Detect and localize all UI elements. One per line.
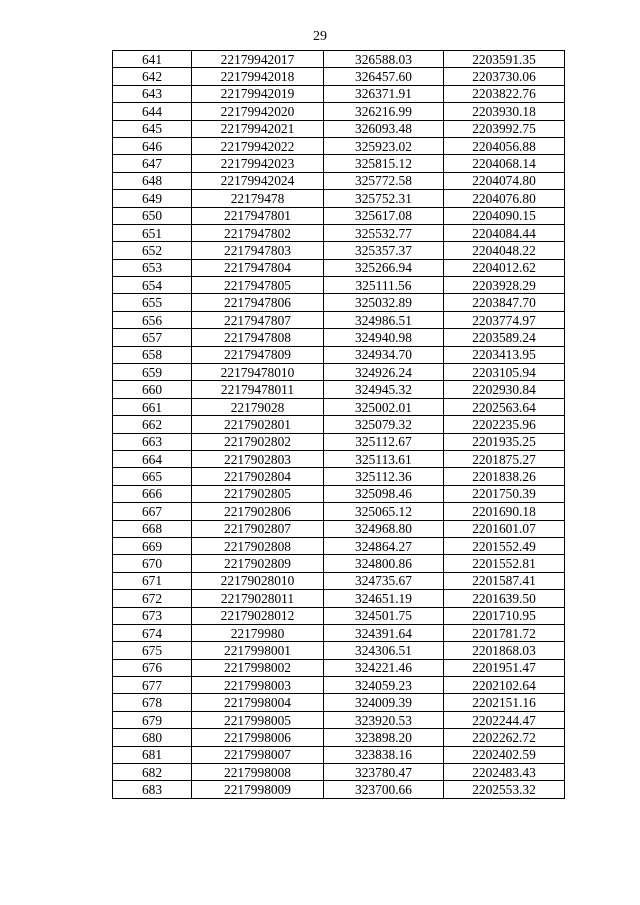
point-id-cell: 22179028011 bbox=[192, 590, 324, 607]
point-number-cell: 649 bbox=[113, 190, 192, 207]
point-id-cell: 2217998002 bbox=[192, 659, 324, 676]
table-row bbox=[113, 729, 565, 746]
point-id-cell: 2217902807 bbox=[192, 520, 324, 537]
x-coordinate-cell: 326216.99 bbox=[324, 103, 444, 120]
point-number-cell: 664 bbox=[113, 450, 192, 467]
point-id-cell: 2217947803 bbox=[192, 242, 324, 259]
y-coordinate-cell: 2202930.84 bbox=[444, 381, 565, 398]
table-row bbox=[113, 381, 565, 398]
point-number-cell: 680 bbox=[113, 729, 192, 746]
y-coordinate-cell: 2202402.59 bbox=[444, 746, 565, 763]
x-coordinate-cell: 323700.66 bbox=[324, 781, 444, 798]
y-coordinate-cell: 2203589.24 bbox=[444, 329, 565, 346]
point-number-cell: 663 bbox=[113, 433, 192, 450]
point-id-cell: 22179942022 bbox=[192, 137, 324, 154]
x-coordinate-cell: 324306.51 bbox=[324, 642, 444, 659]
x-coordinate-cell: 324934.70 bbox=[324, 346, 444, 363]
y-coordinate-cell: 2204090.15 bbox=[444, 207, 565, 224]
x-coordinate-cell: 325002.01 bbox=[324, 398, 444, 415]
point-number-cell: 653 bbox=[113, 259, 192, 276]
y-coordinate-cell: 2204048.22 bbox=[444, 242, 565, 259]
coordinates-table-body bbox=[113, 51, 565, 799]
table-row bbox=[113, 572, 565, 589]
x-coordinate-cell: 323838.16 bbox=[324, 746, 444, 763]
table-row bbox=[113, 659, 565, 676]
point-number-cell: 658 bbox=[113, 346, 192, 363]
point-id-cell: 2217902805 bbox=[192, 485, 324, 502]
point-number-cell: 647 bbox=[113, 155, 192, 172]
y-coordinate-cell: 2203591.35 bbox=[444, 51, 565, 68]
y-coordinate-cell: 2203992.75 bbox=[444, 120, 565, 137]
y-coordinate-cell: 2201935.25 bbox=[444, 433, 565, 450]
point-id-cell: 2217902804 bbox=[192, 468, 324, 485]
y-coordinate-cell: 2202483.43 bbox=[444, 764, 565, 781]
y-coordinate-cell: 2204074.80 bbox=[444, 172, 565, 189]
point-number-cell: 648 bbox=[113, 172, 192, 189]
point-id-cell: 2217998005 bbox=[192, 711, 324, 728]
table-row bbox=[113, 781, 565, 798]
point-number-cell: 682 bbox=[113, 764, 192, 781]
point-id-cell: 2217998009 bbox=[192, 781, 324, 798]
point-number-cell: 676 bbox=[113, 659, 192, 676]
x-coordinate-cell: 325065.12 bbox=[324, 503, 444, 520]
x-coordinate-cell: 325112.67 bbox=[324, 433, 444, 450]
x-coordinate-cell: 325923.02 bbox=[324, 137, 444, 154]
x-coordinate-cell: 323898.20 bbox=[324, 729, 444, 746]
table-row bbox=[113, 677, 565, 694]
point-id-cell: 22179942021 bbox=[192, 120, 324, 137]
x-coordinate-cell: 325098.46 bbox=[324, 485, 444, 502]
point-id-cell: 22179478010 bbox=[192, 364, 324, 381]
table-row bbox=[113, 51, 565, 68]
point-id-cell: 2217947801 bbox=[192, 207, 324, 224]
x-coordinate-cell: 324945.32 bbox=[324, 381, 444, 398]
table-row bbox=[113, 624, 565, 641]
point-number-cell: 646 bbox=[113, 137, 192, 154]
point-id-cell: 2217947802 bbox=[192, 224, 324, 241]
table-row bbox=[113, 503, 565, 520]
table-row bbox=[113, 120, 565, 137]
point-number-cell: 679 bbox=[113, 711, 192, 728]
point-id-cell: 22179478 bbox=[192, 190, 324, 207]
x-coordinate-cell: 324940.98 bbox=[324, 329, 444, 346]
x-coordinate-cell: 325752.31 bbox=[324, 190, 444, 207]
point-number-cell: 662 bbox=[113, 416, 192, 433]
x-coordinate-cell: 324986.51 bbox=[324, 311, 444, 328]
x-coordinate-cell: 324391.64 bbox=[324, 624, 444, 641]
table-row bbox=[113, 537, 565, 554]
x-coordinate-cell: 324651.19 bbox=[324, 590, 444, 607]
point-id-cell: 2217998003 bbox=[192, 677, 324, 694]
point-number-cell: 642 bbox=[113, 68, 192, 85]
y-coordinate-cell: 2201875.27 bbox=[444, 450, 565, 467]
table-row bbox=[113, 642, 565, 659]
table-row bbox=[113, 311, 565, 328]
point-number-cell: 671 bbox=[113, 572, 192, 589]
point-number-cell: 654 bbox=[113, 277, 192, 294]
point-id-cell: 2217947807 bbox=[192, 311, 324, 328]
x-coordinate-cell: 324926.24 bbox=[324, 364, 444, 381]
point-id-cell: 2217998007 bbox=[192, 746, 324, 763]
point-number-cell: 678 bbox=[113, 694, 192, 711]
x-coordinate-cell: 324221.46 bbox=[324, 659, 444, 676]
x-coordinate-cell: 324735.67 bbox=[324, 572, 444, 589]
point-id-cell: 22179942020 bbox=[192, 103, 324, 120]
x-coordinate-cell: 325357.37 bbox=[324, 242, 444, 259]
y-coordinate-cell: 2203730.06 bbox=[444, 68, 565, 85]
y-coordinate-cell: 2201587.41 bbox=[444, 572, 565, 589]
x-coordinate-cell: 325079.32 bbox=[324, 416, 444, 433]
point-id-cell: 22179942023 bbox=[192, 155, 324, 172]
point-number-cell: 652 bbox=[113, 242, 192, 259]
table-row bbox=[113, 607, 565, 624]
table-row bbox=[113, 416, 565, 433]
point-id-cell: 22179028 bbox=[192, 398, 324, 415]
x-coordinate-cell: 325617.08 bbox=[324, 207, 444, 224]
y-coordinate-cell: 2201951.47 bbox=[444, 659, 565, 676]
point-number-cell: 661 bbox=[113, 398, 192, 415]
table-row bbox=[113, 329, 565, 346]
x-coordinate-cell: 326457.60 bbox=[324, 68, 444, 85]
point-id-cell: 22179028010 bbox=[192, 572, 324, 589]
table-row bbox=[113, 242, 565, 259]
x-coordinate-cell: 325032.89 bbox=[324, 294, 444, 311]
point-number-cell: 683 bbox=[113, 781, 192, 798]
table-row bbox=[113, 711, 565, 728]
table-row bbox=[113, 137, 565, 154]
point-id-cell: 2217902802 bbox=[192, 433, 324, 450]
y-coordinate-cell: 2203930.18 bbox=[444, 103, 565, 120]
point-id-cell: 2217947805 bbox=[192, 277, 324, 294]
point-number-cell: 669 bbox=[113, 537, 192, 554]
table-row bbox=[113, 590, 565, 607]
point-number-cell: 681 bbox=[113, 746, 192, 763]
point-id-cell: 2217947806 bbox=[192, 294, 324, 311]
table-row bbox=[113, 450, 565, 467]
y-coordinate-cell: 2203847.70 bbox=[444, 294, 565, 311]
point-id-cell: 2217902809 bbox=[192, 555, 324, 572]
point-number-cell: 650 bbox=[113, 207, 192, 224]
y-coordinate-cell: 2203413.95 bbox=[444, 346, 565, 363]
table-row bbox=[113, 259, 565, 276]
point-id-cell: 2217902808 bbox=[192, 537, 324, 554]
table-row bbox=[113, 294, 565, 311]
table-row bbox=[113, 277, 565, 294]
table-row bbox=[113, 364, 565, 381]
table-row bbox=[113, 346, 565, 363]
x-coordinate-cell: 325266.94 bbox=[324, 259, 444, 276]
point-number-cell: 666 bbox=[113, 485, 192, 502]
table-row bbox=[113, 555, 565, 572]
x-coordinate-cell: 325111.56 bbox=[324, 277, 444, 294]
y-coordinate-cell: 2201750.39 bbox=[444, 485, 565, 502]
point-number-cell: 655 bbox=[113, 294, 192, 311]
table-row bbox=[113, 694, 565, 711]
y-coordinate-cell: 2201552.49 bbox=[444, 537, 565, 554]
point-id-cell: 22179478011 bbox=[192, 381, 324, 398]
x-coordinate-cell: 324968.80 bbox=[324, 520, 444, 537]
y-coordinate-cell: 2202235.96 bbox=[444, 416, 565, 433]
y-coordinate-cell: 2204056.88 bbox=[444, 137, 565, 154]
y-coordinate-cell: 2201781.72 bbox=[444, 624, 565, 641]
point-id-cell: 22179980 bbox=[192, 624, 324, 641]
point-number-cell: 665 bbox=[113, 468, 192, 485]
point-number-cell: 668 bbox=[113, 520, 192, 537]
point-number-cell: 674 bbox=[113, 624, 192, 641]
table-row bbox=[113, 485, 565, 502]
point-id-cell: 22179942024 bbox=[192, 172, 324, 189]
table-row bbox=[113, 224, 565, 241]
y-coordinate-cell: 2203928.29 bbox=[444, 277, 565, 294]
table-row bbox=[113, 68, 565, 85]
y-coordinate-cell: 2201552.81 bbox=[444, 555, 565, 572]
x-coordinate-cell: 325815.12 bbox=[324, 155, 444, 172]
table-row bbox=[113, 398, 565, 415]
table-row bbox=[113, 190, 565, 207]
table-row bbox=[113, 103, 565, 120]
x-coordinate-cell: 325113.61 bbox=[324, 450, 444, 467]
x-coordinate-cell: 324501.75 bbox=[324, 607, 444, 624]
point-id-cell: 2217998008 bbox=[192, 764, 324, 781]
x-coordinate-cell: 323920.53 bbox=[324, 711, 444, 728]
y-coordinate-cell: 2202262.72 bbox=[444, 729, 565, 746]
x-coordinate-cell: 324800.86 bbox=[324, 555, 444, 572]
point-number-cell: 660 bbox=[113, 381, 192, 398]
y-coordinate-cell: 2201601.07 bbox=[444, 520, 565, 537]
table-row bbox=[113, 85, 565, 102]
y-coordinate-cell: 2202244.47 bbox=[444, 711, 565, 728]
y-coordinate-cell: 2201639.50 bbox=[444, 590, 565, 607]
point-id-cell: 2217902801 bbox=[192, 416, 324, 433]
point-number-cell: 677 bbox=[113, 677, 192, 694]
x-coordinate-cell: 325772.58 bbox=[324, 172, 444, 189]
point-id-cell: 2217998001 bbox=[192, 642, 324, 659]
x-coordinate-cell: 324009.39 bbox=[324, 694, 444, 711]
table-row bbox=[113, 764, 565, 781]
table-row bbox=[113, 433, 565, 450]
point-number-cell: 645 bbox=[113, 120, 192, 137]
table-row bbox=[113, 172, 565, 189]
y-coordinate-cell: 2201838.26 bbox=[444, 468, 565, 485]
y-coordinate-cell: 2204068.14 bbox=[444, 155, 565, 172]
x-coordinate-cell: 323780.47 bbox=[324, 764, 444, 781]
point-id-cell: 22179942019 bbox=[192, 85, 324, 102]
point-id-cell: 2217947808 bbox=[192, 329, 324, 346]
x-coordinate-cell: 326588.03 bbox=[324, 51, 444, 68]
point-number-cell: 675 bbox=[113, 642, 192, 659]
point-number-cell: 641 bbox=[113, 51, 192, 68]
point-number-cell: 667 bbox=[113, 503, 192, 520]
x-coordinate-cell: 325112.36 bbox=[324, 468, 444, 485]
y-coordinate-cell: 2202563.64 bbox=[444, 398, 565, 415]
point-id-cell: 2217998006 bbox=[192, 729, 324, 746]
page-number: 29 bbox=[313, 29, 327, 44]
x-coordinate-cell: 324059.23 bbox=[324, 677, 444, 694]
y-coordinate-cell: 2203822.76 bbox=[444, 85, 565, 102]
x-coordinate-cell: 325532.77 bbox=[324, 224, 444, 241]
point-id-cell: 2217947804 bbox=[192, 259, 324, 276]
coordinates-table bbox=[112, 50, 565, 799]
point-id-cell: 2217947809 bbox=[192, 346, 324, 363]
point-id-cell: 22179942018 bbox=[192, 68, 324, 85]
point-number-cell: 659 bbox=[113, 364, 192, 381]
y-coordinate-cell: 2204084.44 bbox=[444, 224, 565, 241]
y-coordinate-cell: 2204076.80 bbox=[444, 190, 565, 207]
y-coordinate-cell: 2202102.64 bbox=[444, 677, 565, 694]
y-coordinate-cell: 2204012.62 bbox=[444, 259, 565, 276]
point-id-cell: 2217902803 bbox=[192, 450, 324, 467]
x-coordinate-cell: 326371.91 bbox=[324, 85, 444, 102]
table-row bbox=[113, 155, 565, 172]
point-number-cell: 643 bbox=[113, 85, 192, 102]
point-id-cell: 2217998004 bbox=[192, 694, 324, 711]
point-number-cell: 670 bbox=[113, 555, 192, 572]
y-coordinate-cell: 2201690.18 bbox=[444, 503, 565, 520]
table-row bbox=[113, 207, 565, 224]
y-coordinate-cell: 2203774.97 bbox=[444, 311, 565, 328]
point-id-cell: 2217902806 bbox=[192, 503, 324, 520]
point-number-cell: 651 bbox=[113, 224, 192, 241]
x-coordinate-cell: 326093.48 bbox=[324, 120, 444, 137]
y-coordinate-cell: 2202553.32 bbox=[444, 781, 565, 798]
y-coordinate-cell: 2201710.95 bbox=[444, 607, 565, 624]
point-number-cell: 673 bbox=[113, 607, 192, 624]
x-coordinate-cell: 324864.27 bbox=[324, 537, 444, 554]
table-row bbox=[113, 468, 565, 485]
point-number-cell: 657 bbox=[113, 329, 192, 346]
point-id-cell: 22179942017 bbox=[192, 51, 324, 68]
point-id-cell: 22179028012 bbox=[192, 607, 324, 624]
table-row bbox=[113, 746, 565, 763]
point-number-cell: 656 bbox=[113, 311, 192, 328]
y-coordinate-cell: 2202151.16 bbox=[444, 694, 565, 711]
point-number-cell: 672 bbox=[113, 590, 192, 607]
table-row bbox=[113, 520, 565, 537]
point-number-cell: 644 bbox=[113, 103, 192, 120]
y-coordinate-cell: 2201868.03 bbox=[444, 642, 565, 659]
y-coordinate-cell: 2203105.94 bbox=[444, 364, 565, 381]
